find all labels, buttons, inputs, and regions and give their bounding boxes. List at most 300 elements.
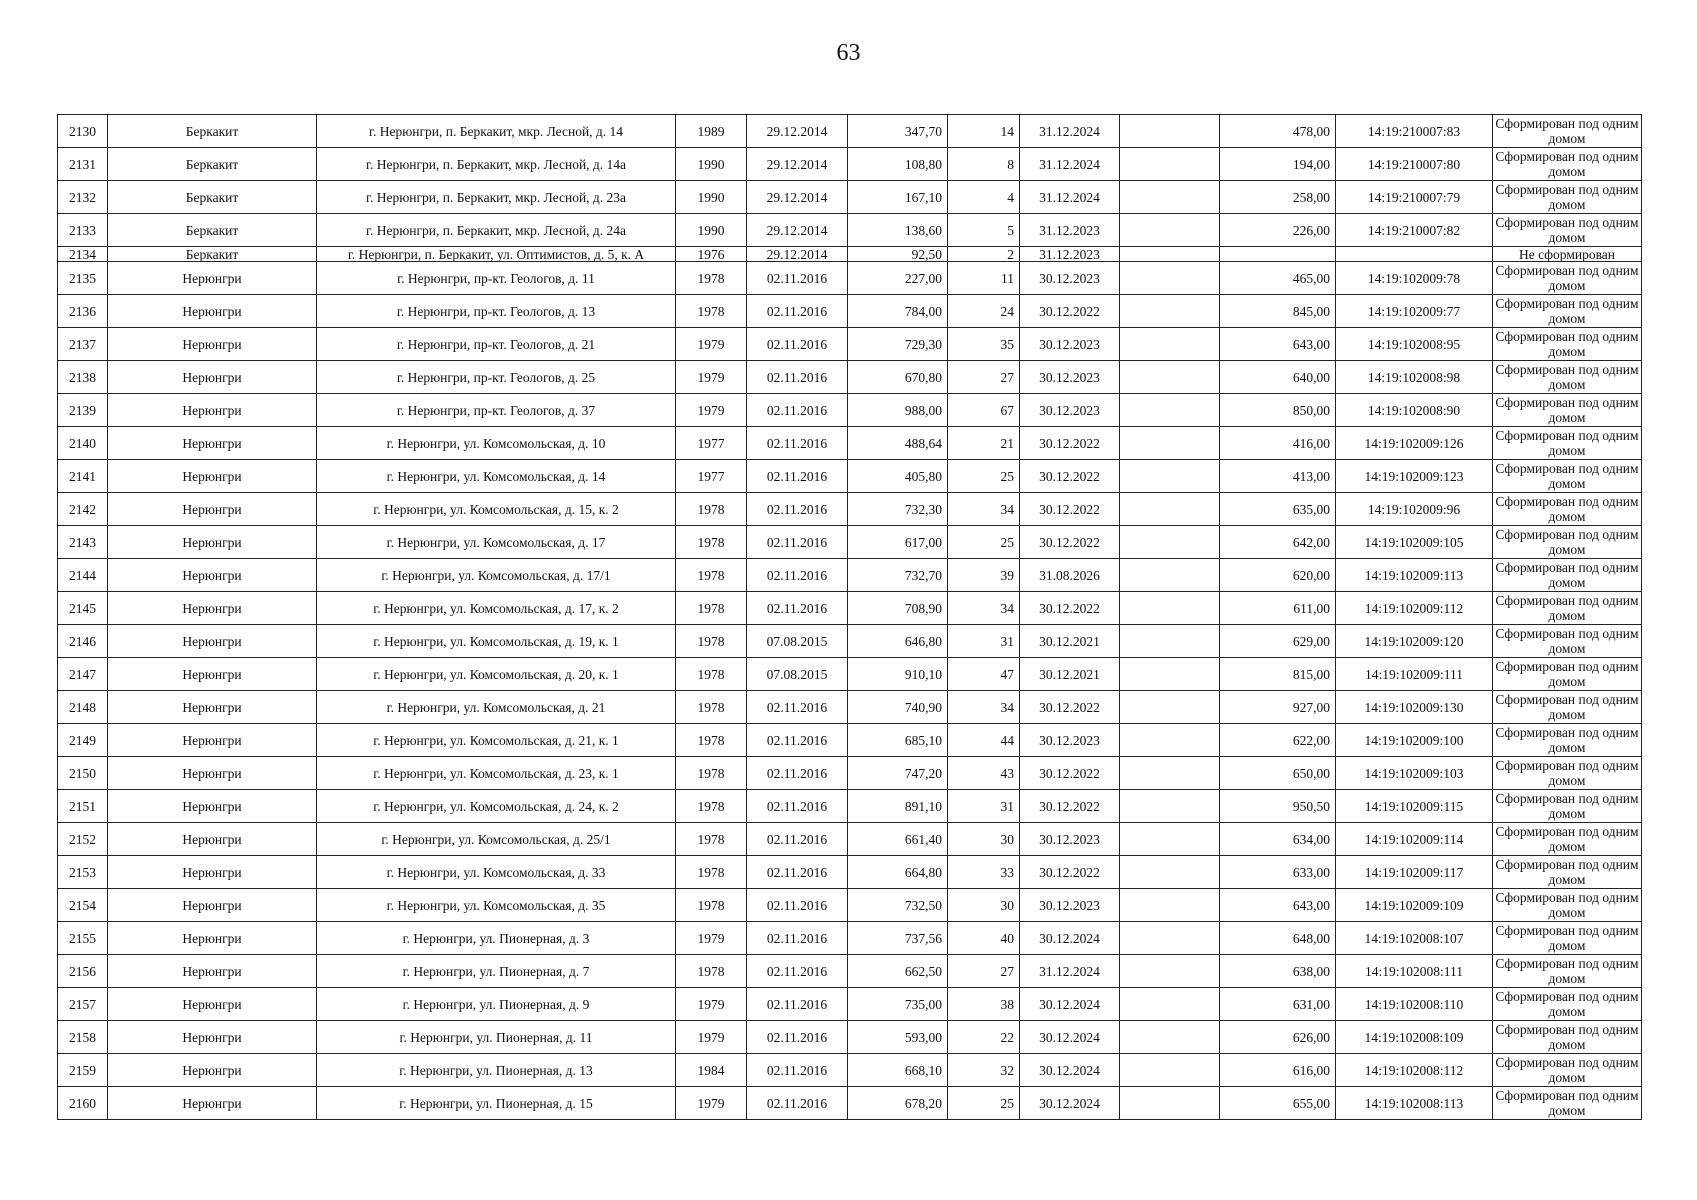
land-area-cell: 611,00	[1220, 592, 1336, 625]
cadastral-number-cell: 14:19:102009:103	[1336, 757, 1493, 790]
address-cell: г. Нерюнгри, ул. Комсомольская, д. 23, к. 1	[317, 757, 676, 790]
inclusion-date-cell: 02.11.2016	[747, 592, 848, 625]
inclusion-date-cell: 07.08.2015	[747, 625, 848, 658]
residents-cell: 38	[948, 988, 1020, 1021]
settlement-cell: Нерюнгри	[108, 691, 317, 724]
deadline-date-cell: 30.12.2023	[1020, 823, 1120, 856]
residents-cell: 30	[948, 889, 1020, 922]
settlement-cell: Беркакит	[108, 247, 317, 262]
row-number-cell: 2157	[58, 988, 108, 1021]
inclusion-date-cell: 02.11.2016	[747, 493, 848, 526]
deadline-date-cell: 30.12.2022	[1020, 526, 1120, 559]
address-cell: г. Нерюнгри, ул. Комсомольская, д. 35	[317, 889, 676, 922]
land-area-cell: 643,00	[1220, 328, 1336, 361]
residents-cell: 21	[948, 427, 1020, 460]
address-cell: г. Нерюнгри, п. Беркакит, мкр. Лесной, д. 14а	[317, 148, 676, 181]
settlement-cell: Нерюнгри	[108, 394, 317, 427]
status-cell: Сформирован под одним домом	[1493, 1087, 1642, 1120]
row-number-cell: 2137	[58, 328, 108, 361]
inclusion-date-cell: 02.11.2016	[747, 889, 848, 922]
area-cell: 747,20	[848, 757, 948, 790]
status-cell: Сформирован под одним домом	[1493, 1021, 1642, 1054]
cadastral-number-cell: 14:19:102009:111	[1336, 658, 1493, 691]
empty-cell	[1120, 295, 1220, 328]
inclusion-date-cell: 02.11.2016	[747, 955, 848, 988]
status-cell: Сформирован под одним домом	[1493, 361, 1642, 394]
residents-cell: 67	[948, 394, 1020, 427]
area-cell: 732,70	[848, 559, 948, 592]
table-row	[58, 526, 1642, 559]
cadastral-number-cell: 14:19:102009:113	[1336, 559, 1493, 592]
cadastral-number-cell: 14:19:102009:109	[1336, 889, 1493, 922]
table-row	[58, 955, 1642, 988]
address-cell: г. Нерюнгри, п. Беркакит, мкр. Лесной, д. 24а	[317, 214, 676, 247]
empty-cell	[1120, 493, 1220, 526]
row-number-cell: 2156	[58, 955, 108, 988]
row-number-cell: 2139	[58, 394, 108, 427]
address-cell: г. Нерюнгри, п. Беркакит, ул. Оптимистов, д. 5, к. А	[317, 247, 676, 262]
land-area-cell: 655,00	[1220, 1087, 1336, 1120]
inclusion-date-cell: 02.11.2016	[747, 757, 848, 790]
address-cell: г. Нерюнгри, п. Беркакит, мкр. Лесной, д. 14	[317, 115, 676, 148]
build-year-cell: 1990	[676, 214, 747, 247]
residents-cell: 25	[948, 526, 1020, 559]
cadastral-number-cell: 14:19:102009:123	[1336, 460, 1493, 493]
row-number-cell: 2136	[58, 295, 108, 328]
table-row	[58, 823, 1642, 856]
deadline-date-cell: 30.12.2023	[1020, 328, 1120, 361]
area-cell: 708,90	[848, 592, 948, 625]
land-area-cell: 633,00	[1220, 856, 1336, 889]
residents-cell: 8	[948, 148, 1020, 181]
settlement-cell: Нерюнгри	[108, 493, 317, 526]
build-year-cell: 1977	[676, 460, 747, 493]
deadline-date-cell: 30.12.2024	[1020, 1021, 1120, 1054]
cadastral-number-cell: 14:19:102008:107	[1336, 922, 1493, 955]
land-area-cell: 648,00	[1220, 922, 1336, 955]
address-cell: г. Нерюнгри, пр-кт. Геологов, д. 11	[317, 262, 676, 295]
area-cell: 662,50	[848, 955, 948, 988]
build-year-cell: 1984	[676, 1054, 747, 1087]
status-cell: Сформирован под одним домом	[1493, 955, 1642, 988]
status-cell: Сформирован под одним домом	[1493, 427, 1642, 460]
empty-cell	[1120, 724, 1220, 757]
cadastral-number-cell: 14:19:102008:111	[1336, 955, 1493, 988]
table-row	[58, 856, 1642, 889]
area-cell: 910,10	[848, 658, 948, 691]
residents-cell: 25	[948, 460, 1020, 493]
residents-cell: 34	[948, 691, 1020, 724]
area-cell: 735,00	[848, 988, 948, 1021]
status-cell: Сформирован под одним домом	[1493, 889, 1642, 922]
cadastral-number-cell: 14:19:210007:82	[1336, 214, 1493, 247]
area-cell: 646,80	[848, 625, 948, 658]
area-cell: 737,56	[848, 922, 948, 955]
row-number-cell: 2130	[58, 115, 108, 148]
inclusion-date-cell: 02.11.2016	[747, 988, 848, 1021]
status-cell: Сформирован под одним домом	[1493, 757, 1642, 790]
row-number-cell: 2143	[58, 526, 108, 559]
residents-cell: 32	[948, 1054, 1020, 1087]
settlement-cell: Нерюнгри	[108, 1087, 317, 1120]
empty-cell	[1120, 115, 1220, 148]
row-number-cell: 2159	[58, 1054, 108, 1087]
build-year-cell: 1978	[676, 592, 747, 625]
settlement-cell: Нерюнгри	[108, 427, 317, 460]
empty-cell	[1120, 148, 1220, 181]
build-year-cell: 1979	[676, 328, 747, 361]
table-row	[58, 691, 1642, 724]
area-cell: 167,10	[848, 181, 948, 214]
deadline-date-cell: 30.12.2024	[1020, 922, 1120, 955]
cadastral-number-cell: 14:19:102009:115	[1336, 790, 1493, 823]
table-row	[58, 559, 1642, 592]
settlement-cell: Нерюнгри	[108, 361, 317, 394]
table-row	[58, 493, 1642, 526]
empty-cell	[1120, 1021, 1220, 1054]
empty-cell	[1120, 247, 1220, 262]
cadastral-number-cell: 14:19:102008:112	[1336, 1054, 1493, 1087]
status-cell: Сформирован под одним домом	[1493, 148, 1642, 181]
address-cell: г. Нерюнгри, ул. Комсомольская, д. 24, к. 2	[317, 790, 676, 823]
status-cell: Сформирован под одним домом	[1493, 493, 1642, 526]
residents-cell: 5	[948, 214, 1020, 247]
area-cell: 729,30	[848, 328, 948, 361]
build-year-cell: 1978	[676, 889, 747, 922]
row-number-cell: 2148	[58, 691, 108, 724]
empty-cell	[1120, 328, 1220, 361]
area-cell: 670,80	[848, 361, 948, 394]
build-year-cell: 1978	[676, 295, 747, 328]
address-cell: г. Нерюнгри, ул. Комсомольская, д. 10	[317, 427, 676, 460]
inclusion-date-cell: 02.11.2016	[747, 295, 848, 328]
settlement-cell: Нерюнгри	[108, 988, 317, 1021]
area-cell: 488,64	[848, 427, 948, 460]
empty-cell	[1120, 790, 1220, 823]
inclusion-date-cell: 29.12.2014	[747, 148, 848, 181]
status-cell: Сформирован под одним домом	[1493, 790, 1642, 823]
land-area-cell: 640,00	[1220, 361, 1336, 394]
status-cell: Сформирован под одним домом	[1493, 115, 1642, 148]
row-number-cell: 2144	[58, 559, 108, 592]
build-year-cell: 1978	[676, 757, 747, 790]
row-number-cell: 2160	[58, 1087, 108, 1120]
residents-cell: 31	[948, 790, 1020, 823]
inclusion-date-cell: 02.11.2016	[747, 1054, 848, 1087]
build-year-cell: 1978	[676, 955, 747, 988]
land-area-cell: 631,00	[1220, 988, 1336, 1021]
row-number-cell: 2147	[58, 658, 108, 691]
land-area-cell	[1220, 247, 1336, 262]
table-row	[58, 214, 1642, 247]
address-cell: г. Нерюнгри, ул. Комсомольская, д. 14	[317, 460, 676, 493]
inclusion-date-cell: 02.11.2016	[747, 262, 848, 295]
row-number-cell: 2135	[58, 262, 108, 295]
deadline-date-cell: 31.12.2024	[1020, 955, 1120, 988]
status-cell: Сформирован под одним домом	[1493, 988, 1642, 1021]
row-number-cell: 2150	[58, 757, 108, 790]
status-cell: Сформирован под одним домом	[1493, 724, 1642, 757]
build-year-cell: 1979	[676, 922, 747, 955]
table-row	[58, 790, 1642, 823]
cadastral-number-cell: 14:19:102009:120	[1336, 625, 1493, 658]
address-cell: г. Нерюнгри, ул. Комсомольская, д. 21	[317, 691, 676, 724]
inclusion-date-cell: 02.11.2016	[747, 1021, 848, 1054]
land-area-cell: 620,00	[1220, 559, 1336, 592]
address-cell: г. Нерюнгри, ул. Комсомольская, д. 17	[317, 526, 676, 559]
settlement-cell: Беркакит	[108, 214, 317, 247]
settlement-cell: Нерюнгри	[108, 658, 317, 691]
table-row	[58, 148, 1642, 181]
area-cell: 678,20	[848, 1087, 948, 1120]
residents-cell: 14	[948, 115, 1020, 148]
status-cell: Сформирован под одним домом	[1493, 460, 1642, 493]
cadastral-number-cell: 14:19:210007:80	[1336, 148, 1493, 181]
empty-cell	[1120, 625, 1220, 658]
residents-cell: 2	[948, 247, 1020, 262]
deadline-date-cell: 30.12.2024	[1020, 988, 1120, 1021]
status-cell: Сформирован под одним домом	[1493, 625, 1642, 658]
row-number-cell: 2134	[58, 247, 108, 262]
build-year-cell: 1979	[676, 988, 747, 1021]
build-year-cell: 1978	[676, 262, 747, 295]
status-cell: Сформирован под одним домом	[1493, 394, 1642, 427]
land-area-cell: 478,00	[1220, 115, 1336, 148]
row-number-cell: 2149	[58, 724, 108, 757]
page-number: 63	[836, 40, 861, 66]
inclusion-date-cell: 02.11.2016	[747, 922, 848, 955]
status-cell: Сформирован под одним домом	[1493, 559, 1642, 592]
deadline-date-cell: 30.12.2022	[1020, 460, 1120, 493]
build-year-cell: 1979	[676, 1021, 747, 1054]
land-area-cell: 650,00	[1220, 757, 1336, 790]
row-number-cell: 2142	[58, 493, 108, 526]
empty-cell	[1120, 955, 1220, 988]
empty-cell	[1120, 691, 1220, 724]
land-area-cell: 194,00	[1220, 148, 1336, 181]
table-row	[58, 1087, 1642, 1120]
row-number-cell: 2155	[58, 922, 108, 955]
land-area-cell: 634,00	[1220, 823, 1336, 856]
empty-cell	[1120, 592, 1220, 625]
residents-cell: 34	[948, 493, 1020, 526]
residents-cell: 47	[948, 658, 1020, 691]
status-cell: Не сформирован	[1493, 247, 1642, 262]
address-cell: г. Нерюнгри, ул. Комсомольская, д. 15, к. 2	[317, 493, 676, 526]
area-cell: 661,40	[848, 823, 948, 856]
inclusion-date-cell: 02.11.2016	[747, 526, 848, 559]
cadastral-number-cell: 14:19:102008:98	[1336, 361, 1493, 394]
status-cell: Сформирован под одним домом	[1493, 823, 1642, 856]
cadastral-number-cell: 14:19:102009:100	[1336, 724, 1493, 757]
residents-cell: 24	[948, 295, 1020, 328]
residents-cell: 31	[948, 625, 1020, 658]
settlement-cell: Беркакит	[108, 148, 317, 181]
build-year-cell: 1978	[676, 625, 747, 658]
address-cell: г. Нерюнгри, ул. Комсомольская, д. 21, к. 1	[317, 724, 676, 757]
inclusion-date-cell: 02.11.2016	[747, 559, 848, 592]
land-area-cell: 413,00	[1220, 460, 1336, 493]
deadline-date-cell: 30.12.2021	[1020, 625, 1120, 658]
settlement-cell: Беркакит	[108, 115, 317, 148]
deadline-date-cell: 30.12.2022	[1020, 790, 1120, 823]
row-number-cell: 2132	[58, 181, 108, 214]
table-row	[58, 394, 1642, 427]
table-row	[58, 295, 1642, 328]
area-cell: 347,70	[848, 115, 948, 148]
residents-cell: 43	[948, 757, 1020, 790]
empty-cell	[1120, 526, 1220, 559]
cadastral-number-cell: 14:19:102009:77	[1336, 295, 1493, 328]
table-row	[58, 1054, 1642, 1087]
address-cell: г. Нерюнгри, ул. Комсомольская, д. 17, к. 2	[317, 592, 676, 625]
area-cell: 740,90	[848, 691, 948, 724]
area-cell: 227,00	[848, 262, 948, 295]
deadline-date-cell: 30.12.2022	[1020, 427, 1120, 460]
inclusion-date-cell: 02.11.2016	[747, 724, 848, 757]
residents-cell: 33	[948, 856, 1020, 889]
empty-cell	[1120, 922, 1220, 955]
empty-cell	[1120, 856, 1220, 889]
residents-cell: 35	[948, 328, 1020, 361]
status-cell: Сформирован под одним домом	[1493, 658, 1642, 691]
empty-cell	[1120, 823, 1220, 856]
land-area-cell: 638,00	[1220, 955, 1336, 988]
settlement-cell: Нерюнгри	[108, 1021, 317, 1054]
cadastral-number-cell: 14:19:102009:117	[1336, 856, 1493, 889]
empty-cell	[1120, 988, 1220, 1021]
land-area-cell: 635,00	[1220, 493, 1336, 526]
empty-cell	[1120, 394, 1220, 427]
row-number-cell: 2131	[58, 148, 108, 181]
address-cell: г. Нерюнгри, ул. Пионерная, д. 13	[317, 1054, 676, 1087]
build-year-cell: 1990	[676, 148, 747, 181]
address-cell: г. Нерюнгри, пр-кт. Геологов, д. 37	[317, 394, 676, 427]
area-cell: 92,50	[848, 247, 948, 262]
land-area-cell: 642,00	[1220, 526, 1336, 559]
deadline-date-cell: 30.12.2024	[1020, 1087, 1120, 1120]
deadline-date-cell: 30.12.2023	[1020, 361, 1120, 394]
inclusion-date-cell: 29.12.2014	[747, 214, 848, 247]
table-row	[58, 988, 1642, 1021]
settlement-cell: Нерюнгри	[108, 559, 317, 592]
land-area-cell: 927,00	[1220, 691, 1336, 724]
land-area-cell: 622,00	[1220, 724, 1336, 757]
deadline-date-cell: 30.12.2022	[1020, 757, 1120, 790]
residents-cell: 30	[948, 823, 1020, 856]
build-year-cell: 1978	[676, 724, 747, 757]
status-cell: Сформирован под одним домом	[1493, 691, 1642, 724]
inclusion-date-cell: 02.11.2016	[747, 790, 848, 823]
area-cell: 664,80	[848, 856, 948, 889]
build-year-cell: 1979	[676, 394, 747, 427]
row-number-cell: 2133	[58, 214, 108, 247]
address-cell: г. Нерюнгри, ул. Комсомольская, д. 20, к. 1	[317, 658, 676, 691]
settlement-cell: Нерюнгри	[108, 460, 317, 493]
table-row	[58, 247, 1642, 262]
housing-register-table	[57, 114, 1642, 1120]
inclusion-date-cell: 29.12.2014	[747, 181, 848, 214]
address-cell: г. Нерюнгри, пр-кт. Геологов, д. 25	[317, 361, 676, 394]
table-row	[58, 724, 1642, 757]
inclusion-date-cell: 02.11.2016	[747, 1087, 848, 1120]
deadline-date-cell: 30.12.2023	[1020, 394, 1120, 427]
cadastral-number-cell: 14:19:102008:90	[1336, 394, 1493, 427]
land-area-cell: 226,00	[1220, 214, 1336, 247]
land-area-cell: 465,00	[1220, 262, 1336, 295]
status-cell: Сформирован под одним домом	[1493, 262, 1642, 295]
empty-cell	[1120, 460, 1220, 493]
row-number-cell: 2138	[58, 361, 108, 394]
deadline-date-cell: 31.12.2024	[1020, 148, 1120, 181]
settlement-cell: Беркакит	[108, 181, 317, 214]
address-cell: г. Нерюнгри, ул. Комсомольская, д. 17/1	[317, 559, 676, 592]
settlement-cell: Нерюнгри	[108, 922, 317, 955]
status-cell: Сформирован под одним домом	[1493, 295, 1642, 328]
land-area-cell: 629,00	[1220, 625, 1336, 658]
deadline-date-cell: 30.12.2021	[1020, 658, 1120, 691]
land-area-cell: 643,00	[1220, 889, 1336, 922]
land-area-cell: 950,50	[1220, 790, 1336, 823]
build-year-cell: 1978	[676, 526, 747, 559]
inclusion-date-cell: 29.12.2014	[747, 115, 848, 148]
settlement-cell: Нерюнгри	[108, 526, 317, 559]
build-year-cell: 1978	[676, 493, 747, 526]
land-area-cell: 845,00	[1220, 295, 1336, 328]
table-row	[58, 1021, 1642, 1054]
residents-cell: 27	[948, 361, 1020, 394]
land-area-cell: 616,00	[1220, 1054, 1336, 1087]
address-cell: г. Нерюнгри, ул. Пионерная, д. 9	[317, 988, 676, 1021]
address-cell: г. Нерюнгри, ул. Пионерная, д. 11	[317, 1021, 676, 1054]
build-year-cell: 1978	[676, 790, 747, 823]
address-cell: г. Нерюнгри, пр-кт. Геологов, д. 21	[317, 328, 676, 361]
inclusion-date-cell: 07.08.2015	[747, 658, 848, 691]
deadline-date-cell: 31.08.2026	[1020, 559, 1120, 592]
area-cell: 138,60	[848, 214, 948, 247]
inclusion-date-cell: 02.11.2016	[747, 394, 848, 427]
cadastral-number-cell: 14:19:102009:96	[1336, 493, 1493, 526]
table-row	[58, 115, 1642, 148]
address-cell: г. Нерюнгри, ул. Пионерная, д. 7	[317, 955, 676, 988]
empty-cell	[1120, 658, 1220, 691]
settlement-cell: Нерюнгри	[108, 262, 317, 295]
table-row	[58, 262, 1642, 295]
area-cell: 784,00	[848, 295, 948, 328]
area-cell: 593,00	[848, 1021, 948, 1054]
status-cell: Сформирован под одним домом	[1493, 922, 1642, 955]
status-cell: Сформирован под одним домом	[1493, 1054, 1642, 1087]
deadline-date-cell: 31.12.2023	[1020, 247, 1120, 262]
settlement-cell: Нерюнгри	[108, 592, 317, 625]
residents-cell: 34	[948, 592, 1020, 625]
residents-cell: 40	[948, 922, 1020, 955]
cadastral-number-cell: 14:19:210007:83	[1336, 115, 1493, 148]
residents-cell: 44	[948, 724, 1020, 757]
table-row	[58, 361, 1642, 394]
row-number-cell: 2152	[58, 823, 108, 856]
settlement-cell: Нерюнгри	[108, 328, 317, 361]
cadastral-number-cell	[1336, 247, 1493, 262]
build-year-cell: 1978	[676, 658, 747, 691]
empty-cell	[1120, 889, 1220, 922]
table-body	[58, 115, 1642, 1120]
empty-cell	[1120, 262, 1220, 295]
area-cell: 668,10	[848, 1054, 948, 1087]
empty-cell	[1120, 757, 1220, 790]
area-cell: 732,30	[848, 493, 948, 526]
cadastral-number-cell: 14:19:102009:126	[1336, 427, 1493, 460]
